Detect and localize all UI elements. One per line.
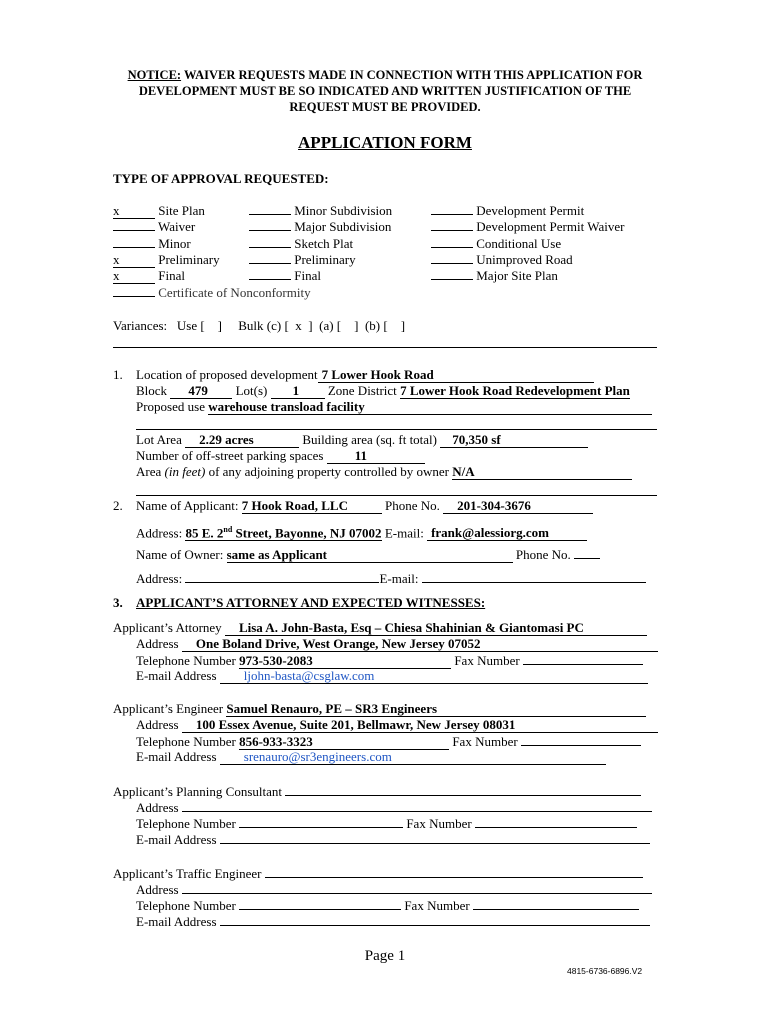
area-label: Area [136, 464, 165, 479]
location-label: Location of proposed development [136, 367, 318, 382]
approval-column-1 [113, 203, 220, 284]
approval-column-2 [249, 203, 392, 284]
adjoining-area-value: N/A [452, 464, 632, 480]
zone-value: 7 Lower Hook Road Redevelopment Plan [400, 383, 630, 398]
zone-label: Zone District [327, 383, 397, 398]
page-number: Page 1 [364, 948, 406, 964]
engineer-fax-label: Fax Number [452, 734, 518, 749]
traffic-email-line[interactable] [136, 913, 650, 930]
attorney-address-line[interactable] [136, 636, 658, 652]
location-value: 7 Lower Hook Road [318, 367, 594, 383]
applicant-address-line[interactable] [136, 522, 587, 541]
planning-name-blank[interactable] [285, 783, 641, 796]
proposed-use-field[interactable] [136, 399, 652, 415]
approval-option-major-site-plan[interactable] [431, 268, 624, 284]
engineer-value: Samuel Renauro, PE – SR3 Engineers [226, 701, 646, 717]
owner-address-blank[interactable] [185, 570, 379, 583]
planning-address-line[interactable] [136, 799, 652, 816]
approval-heading: TYPE OF APPROVAL REQUESTED: [113, 171, 329, 186]
section-1-number: 1. [113, 367, 123, 382]
checkbox-mark [249, 279, 291, 280]
parking-value: 11 [327, 448, 425, 464]
applicant-name-line[interactable] [136, 498, 593, 514]
applicant-address-label: Address: [136, 525, 183, 541]
option-label: Development Permit Waiver [476, 219, 625, 235]
applicant-email-label: E-mail: [384, 525, 424, 541]
planning-phone-blank[interactable] [239, 815, 403, 828]
applicant-phone-value: 201-304-3676 [443, 498, 593, 514]
traffic-address-line[interactable] [136, 881, 652, 898]
approval-option-minor-subdivision[interactable] [249, 203, 392, 219]
lot-area-label: Lot Area [136, 432, 182, 447]
attorney-phone-value: 973-530-2083 [239, 653, 451, 669]
planning-address-label: Address [136, 800, 179, 815]
checkbox-mark [249, 230, 291, 231]
document-id: 4815-6736-6896.V2 [567, 966, 643, 976]
traffic-address-label: Address [136, 882, 179, 897]
planning-label: Applicant’s Planning Consultant [113, 784, 282, 799]
blank-line [136, 495, 657, 496]
address-part: Street, Bayonne, NJ 07002 [232, 525, 382, 541]
option-label: Minor [158, 235, 191, 251]
approval-option-preliminary[interactable] [113, 252, 220, 268]
block-value: 479 [170, 383, 232, 399]
approval-option-development-permit-waiver[interactable] [431, 219, 624, 235]
approval-option-sketch-plat[interactable] [249, 236, 392, 252]
building-area-value: 70,350 sf [440, 432, 588, 448]
option-label: Major Subdivision [294, 219, 392, 235]
engineer-email-line[interactable] [136, 749, 606, 765]
checkbox-mark [249, 263, 291, 264]
area-label-rest: of any adjoining property controlled by owner [205, 464, 449, 479]
page-title: APPLICATION FORM [298, 133, 472, 152]
section-3-heading: APPLICANT’S ATTORNEY AND EXPECTED WITNESSES: [136, 595, 486, 610]
planning-fax-blank[interactable] [475, 815, 637, 828]
checkbox-mark: x [113, 269, 155, 284]
option-label: Final [294, 268, 321, 284]
approval-option-subdivision-preliminary[interactable] [249, 252, 392, 268]
checkbox-mark [113, 247, 155, 248]
lots-value: 1 [271, 383, 325, 399]
lot-area-value: 2.29 acres [185, 432, 299, 448]
owner-email-blank[interactable] [422, 570, 646, 583]
traffic-label: Applicant’s Traffic Engineer [113, 866, 262, 881]
engineer-phone-value: 856-933-3323 [239, 734, 449, 750]
approval-option-minor[interactable] [113, 236, 220, 252]
notice-label: NOTICE: [127, 68, 182, 82]
engineer-name-line[interactable] [113, 701, 646, 717]
checkbox-mark [431, 214, 473, 215]
adjoining-area-line[interactable] [136, 464, 632, 480]
owner-address-label: Address: [136, 571, 183, 586]
planning-fax-label: Fax Number [406, 816, 472, 831]
notice-block [110, 67, 660, 115]
approval-option-subdivision-final[interactable] [249, 268, 392, 284]
engineer-address-line[interactable] [136, 717, 658, 733]
traffic-email-label: E-mail Address [136, 914, 217, 929]
planning-address-blank[interactable] [182, 799, 652, 812]
approval-option-major-subdivision[interactable] [249, 219, 392, 235]
attorney-email-line[interactable] [136, 668, 648, 684]
engineer-fax-blank[interactable] [521, 733, 641, 746]
engineer-address-label: Address [136, 717, 179, 732]
option-label: Minor Subdivision [294, 203, 393, 218]
use-value: warehouse transload facility [208, 399, 652, 415]
attorney-fax-label: Fax Number [454, 653, 520, 668]
divider [113, 347, 657, 348]
area-label-italic: (in feet) [164, 464, 206, 479]
engineer-email-value[interactable]: srenauro@sr3engineers.com [220, 749, 606, 765]
checkbox-mark [249, 214, 291, 215]
checkbox-mark [113, 230, 155, 231]
owner-phone-label: Phone No. [515, 547, 571, 562]
planning-email-label: E-mail Address [136, 832, 217, 847]
notice-text: WAIVER REQUESTS MADE IN CONNECTION WITH THIS APPLICATION FOR DEVELOPMENT MUST BE SO INDICATED AND WRITTEN JUSTIFICATION OF THE REQUEST MUST BE PROVIDED. [138, 68, 643, 114]
planning-phone-label: Telephone Number [136, 816, 236, 831]
attorney-address-label: Address [136, 636, 179, 651]
checkbox-mark [431, 230, 473, 231]
building-area-label: Building area (sq. ft total) [302, 432, 438, 447]
owner-name-value: same as Applicant [227, 547, 513, 563]
engineer-address-value: 100 Essex Avenue, Suite 201, Bellmawr, New Jersey 08031 [182, 717, 658, 733]
approval-option-nonconformity[interactable] [113, 285, 311, 301]
attorney-label: Applicant’s Attorney [113, 620, 222, 635]
approval-column-3 [431, 203, 624, 284]
option-label: Site Plan [158, 203, 205, 218]
option-label: Major Site Plan [476, 268, 558, 284]
applicant-name-value: 7 Hook Road, LLC [242, 498, 382, 514]
engineer-label: Applicant’s Engineer [113, 701, 224, 716]
checkbox-mark: x [113, 204, 155, 219]
attorney-email-label: E-mail Address [136, 668, 217, 683]
applicant-name-label: Name of Applicant: [136, 498, 239, 513]
option-label: Preliminary [294, 251, 356, 267]
checkbox-mark: x [113, 253, 155, 268]
traffic-email-blank[interactable] [220, 913, 650, 926]
approval-option-final[interactable] [113, 268, 220, 284]
block-label: Block [136, 383, 168, 398]
variances-line[interactable]: Variances: Use [ ] Bulk (c) [ x ] (a) [ ] (b) [ ] [113, 318, 406, 333]
approval-option-unimproved-road[interactable] [431, 252, 624, 268]
attorney-phone-label: Telephone Number [136, 653, 236, 668]
option-label: Conditional Use [476, 235, 562, 251]
option-label: Waiver [158, 219, 196, 235]
checkbox-mark [431, 247, 473, 248]
applicant-phone-label: Phone No. [385, 498, 440, 513]
section-3-number: 3. [113, 595, 123, 610]
owner-name-label: Name of Owner: [136, 547, 224, 562]
owner-name-line[interactable] [136, 546, 600, 563]
approval-option-waiver[interactable] [113, 219, 220, 235]
traffic-address-blank[interactable] [182, 881, 652, 894]
option-label: Unimproved Road [476, 251, 573, 267]
option-label: Preliminary [158, 251, 220, 267]
traffic-phone-blank[interactable] [239, 897, 401, 910]
location-field[interactable] [136, 367, 594, 383]
attorney-address-value: One Boland Drive, West Orange, New Jersey 07052 [182, 636, 658, 652]
owner-address-line[interactable] [136, 570, 646, 587]
lot-area-line[interactable] [136, 432, 588, 448]
parking-line[interactable] [136, 448, 425, 464]
approval-option-site-plan[interactable] [113, 203, 220, 219]
section-2-number: 2. [113, 498, 123, 513]
planning-email-line[interactable] [136, 831, 650, 848]
attorney-phone-line[interactable] [136, 652, 643, 669]
planning-name-line[interactable] [113, 783, 641, 800]
checkbox-mark [249, 247, 291, 248]
attorney-fax-blank[interactable] [523, 652, 643, 665]
use-label: Proposed use [136, 399, 205, 414]
owner-phone-blank[interactable] [574, 546, 600, 559]
checkbox-mark [113, 296, 155, 297]
attorney-name-line[interactable] [113, 620, 647, 636]
engineer-phone-label: Telephone Number [136, 734, 236, 749]
attorney-email-value[interactable]: ljohn-basta@csglaw.com [220, 668, 648, 684]
applicant-address-value [185, 522, 381, 541]
applicant-email-value: frank@alessiorg.com [427, 525, 587, 541]
owner-email-label: E-mail: [379, 571, 419, 586]
planning-email-blank[interactable] [220, 831, 650, 844]
address-part: 85 E. 2 [185, 525, 224, 541]
engineer-phone-line[interactable] [136, 733, 641, 750]
attorney-value: Lisa A. John-Basta, Esq – Chiesa Shahinian & Giantomasi PC [225, 620, 647, 636]
option-label: Certificate of Nonconformity [158, 285, 311, 300]
traffic-fax-blank[interactable] [473, 897, 639, 910]
lots-label: Lot(s) [235, 383, 268, 398]
address-superscript: nd [223, 525, 233, 534]
option-label: Development Permit [476, 203, 585, 218]
option-label: Final [158, 268, 185, 284]
traffic-fax-label: Fax Number [404, 898, 470, 913]
approval-option-development-permit[interactable] [431, 203, 624, 219]
option-label: Sketch Plat [294, 235, 354, 251]
traffic-phone-label: Telephone Number [136, 898, 236, 913]
engineer-email-label: E-mail Address [136, 749, 217, 764]
traffic-phone-line[interactable] [136, 897, 639, 914]
block-lot-zone-line[interactable] [136, 383, 630, 399]
blank-line [136, 429, 657, 430]
checkbox-mark [431, 263, 473, 264]
approval-option-conditional-use[interactable] [431, 236, 624, 252]
checkbox-mark [431, 279, 473, 280]
parking-label: Number of off-street parking spaces [136, 448, 324, 463]
traffic-name-blank[interactable] [265, 865, 643, 878]
traffic-name-line[interactable] [113, 865, 643, 882]
planning-phone-line[interactable] [136, 815, 637, 832]
